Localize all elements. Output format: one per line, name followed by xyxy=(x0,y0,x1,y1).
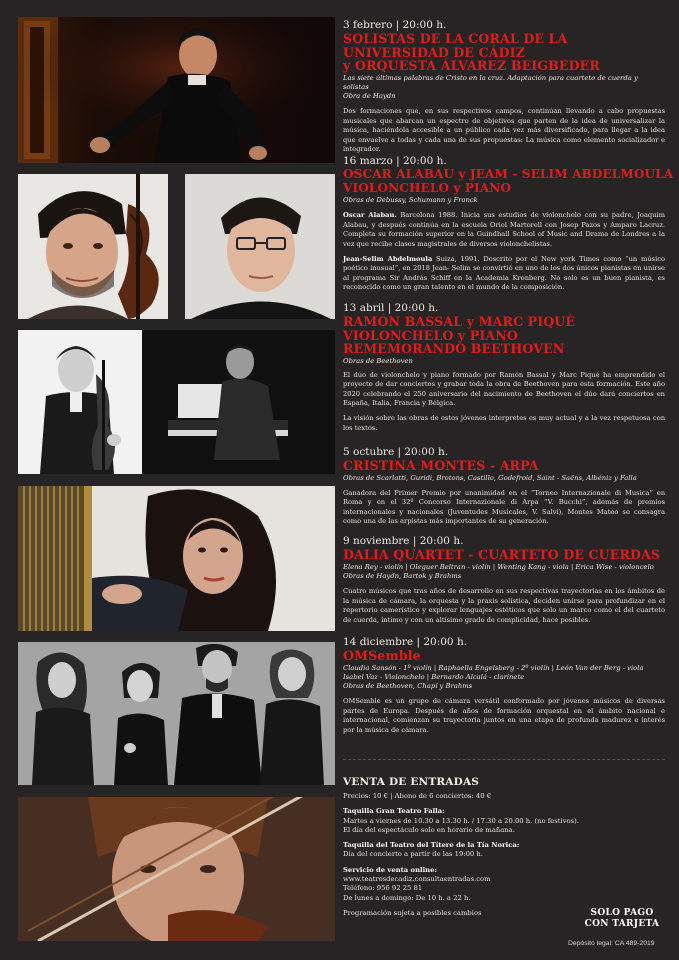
subtitle-line: Isabel Vaz - Violonchelo | Bernardo Alcalá - clarinete xyxy=(343,672,525,681)
subtitle-line: Obras de Scarlatti, Guridi, Brotons, Castillo, Godefroid, Saint - Saëns, Albéniz y Falla xyxy=(343,473,637,482)
event-date: 9 noviembre | 20:00 h. xyxy=(343,535,464,547)
online-sales-title: Servicio de venta online: xyxy=(343,865,437,874)
event-title xyxy=(343,649,665,663)
event-description: Ganadora del Primer Premio por unanimidad en el “Torneo Internazionale di Musica” en Roma y en el 32º Concorso Internazionale di Arpa “V. Bucchi”, además de premios internacionales y nacionales (Juventudes Musicales, V. Salvi), Montes Mateo se consagra como una de las arpistas más importantes de su generación. xyxy=(343,488,665,526)
title-line: DALIA QUARTET - CUARTETO DE CUERDAS xyxy=(343,547,661,562)
event-title xyxy=(343,32,665,73)
event-description: La visión sobre las obras de estos jóvenes interpretes es muy actual y a la vez respetuosa con los textos. xyxy=(343,414,665,432)
ticket-sales xyxy=(343,776,665,918)
event-2 xyxy=(343,155,674,293)
event-subtitle xyxy=(343,196,665,205)
notice-line: SOLO PAGO xyxy=(590,908,654,918)
bassal-pique-photo xyxy=(18,330,335,474)
event-subtitle xyxy=(343,474,665,483)
event-subtitle xyxy=(343,357,665,366)
event-1 xyxy=(343,19,665,155)
section-divider xyxy=(343,759,665,760)
subtitle-line: Elena Rey - violín | Oleguer Beltran - violín | Wenting Kang - viola | Erica Wise - violoncelo xyxy=(343,562,654,571)
subtitle-line: Claudia Sansón - 1º violín | Raphaella Engelsberg - 2º violín | León Van der Berg - viola xyxy=(343,663,644,672)
event-4 xyxy=(343,446,665,527)
event-description: Cuatro músicos que tras años de desarrollo en sus respectivas trayectorias en los ámbitos de la música de cámara, la orquesta y la praxis solística, deciden unirse para profundizar en el repertorio camerístico y explorar lenguajes estéticos que solo un marco como el del cuarteto de cuerda, íntimo y con un altísimo grado de complicidad, hace posibles. xyxy=(343,586,665,624)
legal-deposit: Depósito legal: CA 489-2019 xyxy=(568,940,655,947)
online-sales-hours: De lunes a domingo: De 10 h. a 22 h. xyxy=(343,893,471,902)
event-date: 13 abril | 20:00 h. xyxy=(343,302,439,314)
title-line: VIOLONCHELO y PIANO xyxy=(343,180,512,195)
event-title xyxy=(343,167,674,195)
phone-number[interactable]: Teléfono: 956 92 25 81 xyxy=(343,884,423,893)
omsemble-photo xyxy=(18,797,335,941)
event-6 xyxy=(343,636,665,735)
ticket-sales-title: VENTA DE ENTRADAS xyxy=(343,776,480,788)
title-line: VIOLONCHELO y PIANO xyxy=(343,327,518,343)
event-date: 5 octubre | 20:00 h. xyxy=(343,446,449,458)
event-5 xyxy=(343,535,665,625)
event-description xyxy=(343,211,665,249)
online-sales-url[interactable]: www.teatrosdecadiz.consultaentradas.com xyxy=(343,875,491,884)
schedule-note: Programación sujeta a posibles cambios xyxy=(343,908,482,917)
event-title xyxy=(343,459,665,473)
subtitle-line: Las siete últimas palabras de Cristo en la cruz. Adaptación para cuarteto de cuerda y solistas xyxy=(343,73,638,91)
box-office-hours: Martes a viernes de 10.30 a 13.30 h. / 17.30 a 20.00 h. (no festivos). xyxy=(343,816,579,825)
prices: Precios: 10 € | Abono de 6 conciertos: 40 € xyxy=(343,792,492,800)
event-description xyxy=(343,255,665,293)
title-line: OSCAR ALABAU y JEAM - SELIM ABDELMOULA xyxy=(343,167,674,181)
event-subtitle xyxy=(343,563,665,581)
subtitle-line: Obra de Haydn xyxy=(343,91,396,100)
cristina-montes-photo xyxy=(18,486,335,631)
title-line: CRISTINA MONTES - ARPA xyxy=(343,458,539,473)
performer-name: Jean-Selim Abdelmoula xyxy=(343,254,433,263)
box-office-hours: Día del concierto a partir de las 19:00 h. xyxy=(343,850,483,859)
title-line: OMSemble xyxy=(343,648,421,663)
event-title xyxy=(343,315,665,356)
performer-bio: Suiza, 1991. Descrito por el New york Times como “un músico poético inusual”, en 2018 Jean- Selim se convirtió en uno de los dos únicos pianistas en unirse al programa Sir András Schiff en la Academia Kronberg. No solo es un buen pianista, es reconocido como un gran talento en el mundo de la composición. xyxy=(343,254,665,292)
title-line: SOLISTAS DE LA CORAL DE LA xyxy=(343,31,568,46)
title-line: REMEMORANDO BEETHOVEN xyxy=(343,341,565,356)
event-description: OMSemble es un grupo de cámara versátil conformado por jóvenes músicos de diversas partes de Europa. Después de años de formación orquestal en el ámbito nacional e internacional, comienzan su trayectoria juntos en una etapa de profunda madurez e interés por la música de cámara. xyxy=(343,697,665,734)
event-date: 16 marzo | 20:00 h. xyxy=(343,155,447,167)
oscar-alabau-photo xyxy=(18,174,168,319)
event-date: 3 febrero | 20:00 h. xyxy=(343,19,447,31)
performer-bio: Barcelona 1988. Inicia sus estudios de violonchelo con su padre, Joaquim Alabau, y después continúa en la escuela Oriol Martorell con Josep Pazos y Amparo Lacruz. Completa su formación superior en la Guindhall School of Music and Drama de Londres a la vez que recibe clases magistrales de diversos violonchelistas. xyxy=(343,211,666,248)
event-description: Dos formaciones que, en sus respectivos campos, continúan llevando a cabo propuestas musicales que abarcan un espectro de objetivos que parten de la idea de universalizar la música, haciéndola accesible a un público cada vez más diversificado, para llegar a la idea que envuelve a todas y cada una de sus propuestas: La música como elemento socializador e integrador. xyxy=(343,107,665,154)
card-payment-only-notice xyxy=(577,908,667,930)
title-line: y ORQUESTA ÁLVAREZ BEIGBEDER xyxy=(343,58,600,73)
jean-selim-photo xyxy=(185,174,335,319)
box-office-title: Taquilla Gran Teatro Falla: xyxy=(343,807,445,816)
performer-name: Oscar Alabau. xyxy=(343,211,397,220)
event-subtitle xyxy=(343,74,665,102)
box-office-note: El día del espectáculo solo en horario de mañana. xyxy=(343,825,515,834)
event-date: 14 diciembre | 20:00 h. xyxy=(343,636,468,648)
title-line: UNIVERSIDAD DE CÁDIZ xyxy=(343,44,525,60)
box-office-title: Taquilla del Teatro del Títere de la Tía Norica: xyxy=(343,841,520,850)
dalia-quartet-photo xyxy=(18,642,335,785)
event-description: El dúo de violonchelo y piano formado por Ramón Bassal y Marc Piqué ha emprendido el proyecto de dar conciertos y grabar toda la obra de Beethoven para esta formación. Este año 2020 celebrando el 250 aniversario del nacimiento de Beethoven el dúo dará conciertos en España, Italia, Francia y Bélgica. xyxy=(343,370,665,408)
subtitle-line: Obras de Beethoven xyxy=(343,356,413,365)
conductor-photo xyxy=(18,17,335,163)
event-3 xyxy=(343,302,665,433)
subtitle-line: Obras de Beethoven, Chapí y Brahms xyxy=(343,681,473,690)
event-subtitle xyxy=(343,664,665,692)
subtitle-line: Obras de Debussy, Schumann y Franck xyxy=(343,196,478,204)
title-line: RAMÓN BASSAL y MARC PIQUÉ xyxy=(343,314,576,329)
subtitle-line: Obras de Haydn, Bartok y Brahms xyxy=(343,571,462,580)
notice-line: CON TARJETA xyxy=(584,919,660,929)
event-title xyxy=(343,548,665,562)
